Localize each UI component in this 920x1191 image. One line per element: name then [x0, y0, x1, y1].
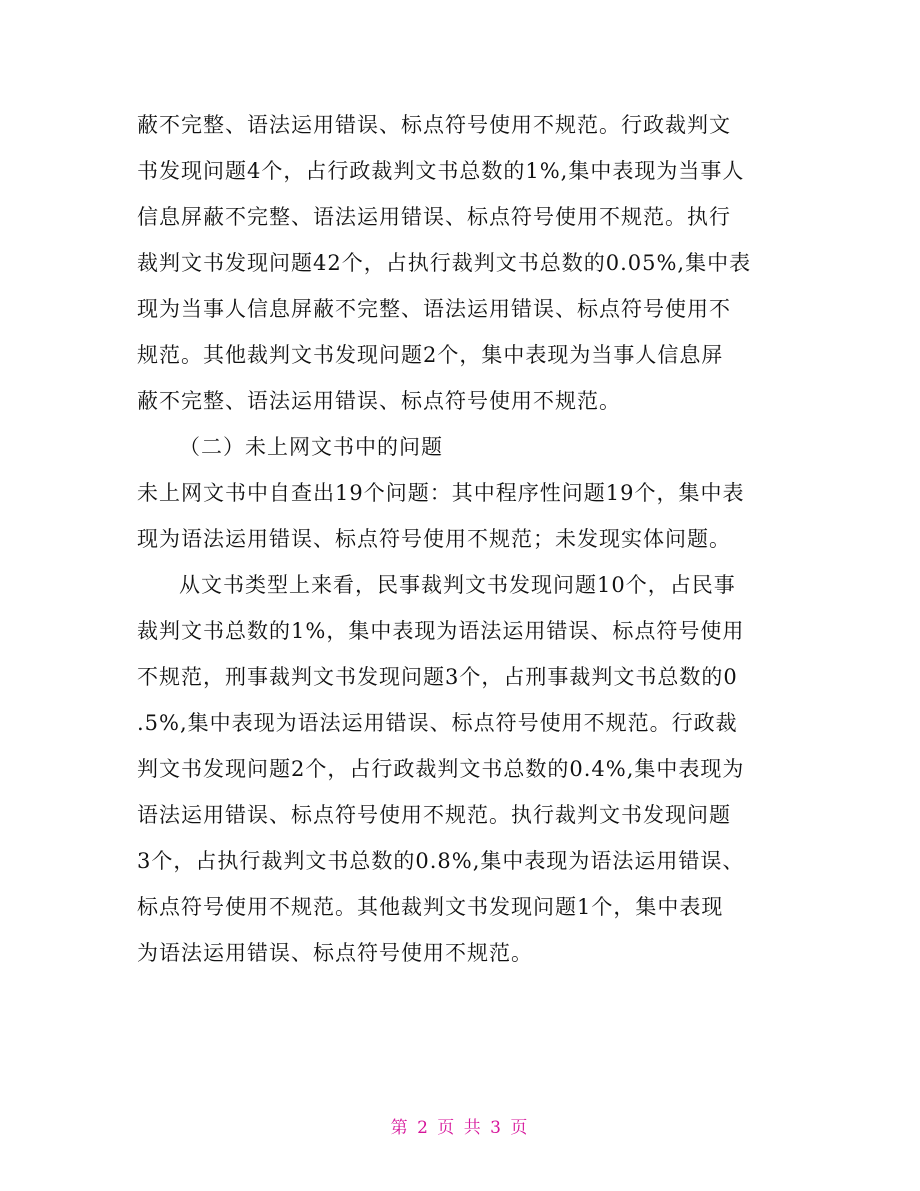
body-line: .5%,集中表现为语法运用错误、标点符号使用不规范。行政裁 — [137, 711, 738, 735]
body-line: 信息屏蔽不完整、语法运用错误、标点符号使用不规范。执行 — [137, 205, 731, 229]
body-line: 蔽不完整、语法运用错误、标点符号使用不规范。 — [137, 389, 621, 413]
body-line: 语法运用错误、标点符号使用不规范。执行裁判文书发现问题 — [137, 803, 731, 827]
body-line: 书发现问题4个，占行政裁判文书总数的1%,集中表现为当事人 — [137, 159, 745, 183]
body-line: 现为语法运用错误、标点符号使用不规范；未发现实体问题。 — [137, 527, 731, 551]
section-heading: （二）未上网文书中的问题 — [179, 435, 443, 459]
body-line: 裁判文书发现问题42个，占执行裁判文书总数的0.05%,集中表 — [137, 251, 752, 275]
body-line: 为语法运用错误、标点符号使用不规范。 — [137, 941, 533, 965]
body-line: 蔽不完整、语法运用错误、标点符号使用不规范。行政裁判文 — [137, 113, 731, 137]
body-line: 判文书发现问题2个，占行政裁判文书总数的0.4%,集中表现为 — [137, 757, 745, 781]
body-line: 未上网文书中自查出19个问题：其中程序性问题19个，集中表 — [137, 481, 745, 505]
body-line: 规范。其他裁判文书发现问题2个，集中表现为当事人信息屏 — [137, 343, 724, 367]
body-line: 不规范，刑事裁判文书发现问题3个，占刑事裁判文书总数的0 — [137, 665, 738, 689]
paragraph-first-line: 从文书类型上来看，民事裁判文书发现问题10个，占民事 — [179, 573, 736, 597]
body-line: 3个，占执行裁判文书总数的0.8%,集中表现为语法运用错误、 — [137, 849, 745, 873]
page-number-footer: 第 2 页 共 3 页 — [390, 1118, 530, 1138]
body-line: 裁判文书总数的1%，集中表现为语法运用错误、标点符号使用 — [137, 619, 745, 643]
body-line: 标点符号使用不规范。其他裁判文书发现问题1个，集中表现 — [137, 895, 724, 919]
body-line: 现为当事人信息屏蔽不完整、语法运用错误、标点符号使用不 — [137, 297, 731, 321]
document-body — [137, 102, 787, 976]
